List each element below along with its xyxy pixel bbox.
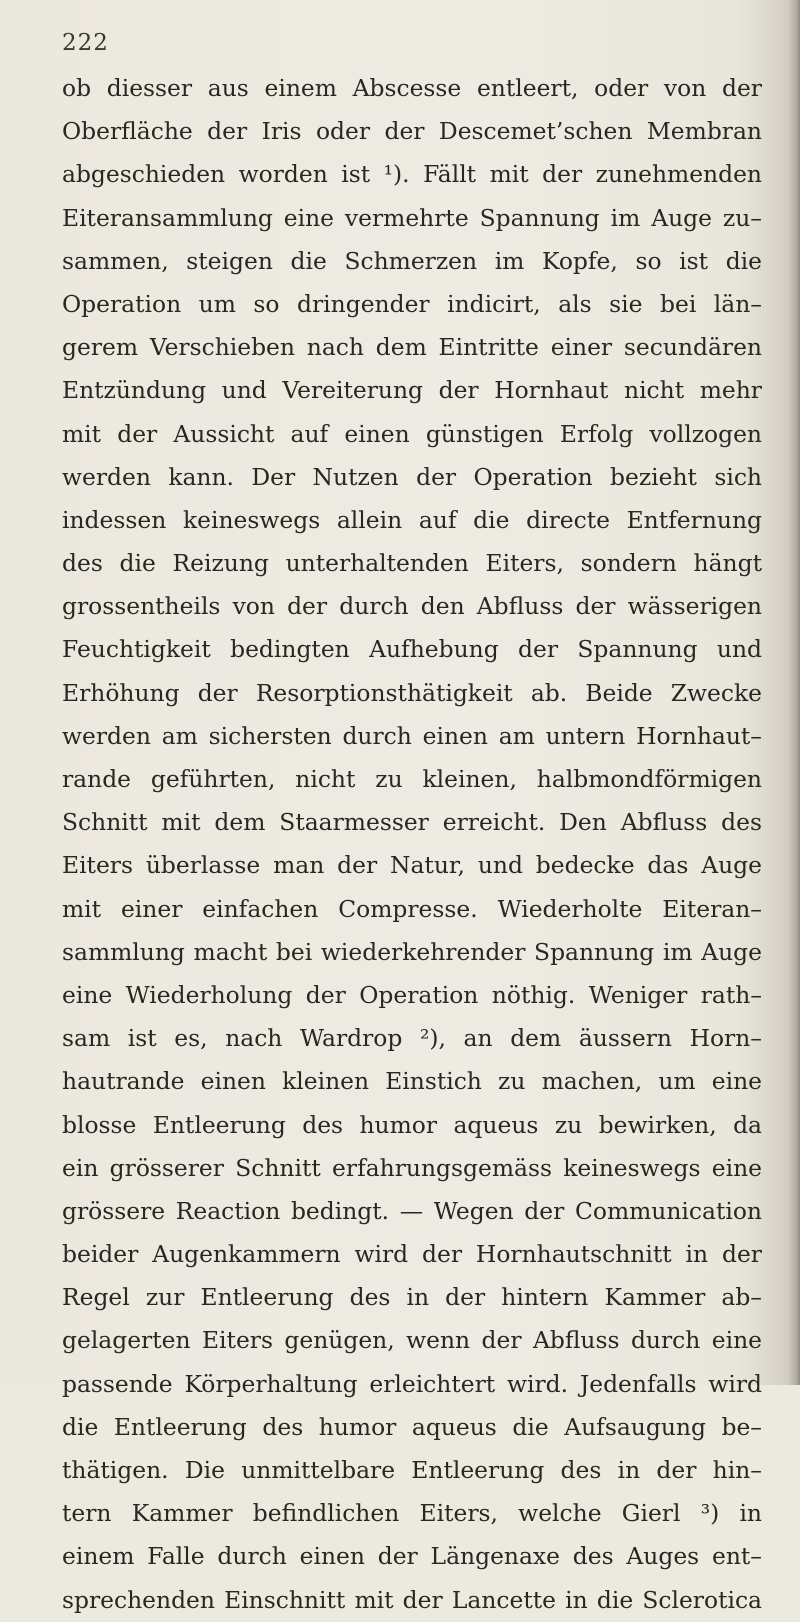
text-line: abgeschieden worden ist ¹). Fällt mit der zunehmenden — [62, 160, 762, 189]
text-line: Erhöhung der Resorptionsthätigkeit ab. Beide Zwecke — [62, 678, 762, 707]
page-edge-shadow — [788, 0, 800, 1385]
text-line: grössere Reaction bedingt. — Wegen der Communication — [62, 1196, 762, 1225]
text-line: gerem Verschieben nach dem Eintritte einer secundären — [62, 333, 762, 362]
text-line: sam ist es, nach Wardrop ²), an dem äussern Horn– — [62, 1024, 762, 1053]
text-line: passende Körperhaltung erleichtert wird. Jedenfalls wird — [62, 1369, 762, 1398]
text-line: mit einer einfachen Compresse. Wiederholte Eiteran– — [62, 894, 762, 923]
text-line: werden am sichersten durch einen am untern Hornhaut– — [62, 721, 762, 750]
text-line: sprechenden Einschnitt mit der Lancette in die Sclerotica — [62, 1585, 762, 1614]
text-line: eine Wiederholung der Operation nöthig. Weniger rath– — [62, 980, 762, 1009]
page-number: 222 — [62, 30, 109, 56]
text-line: Schnitt mit dem Staarmesser erreicht. Den Abfluss des — [62, 808, 762, 837]
text-line: ein grösserer Schnitt erfahrungsgemäss keineswegs eine — [62, 1153, 762, 1182]
text-line: einem Falle durch einen der Längenaxe des Auges ent– — [62, 1542, 762, 1571]
body-text — [62, 67, 762, 1622]
text-line: blosse Entleerung des humor aqueus zu bewirken, da — [62, 1110, 762, 1139]
text-line: des die Reizung unterhaltenden Eiters, sondern hängt — [62, 549, 762, 578]
text-line: die Entleerung des humor aqueus die Aufsaugung be– — [62, 1412, 762, 1441]
text-line: ob diesser aus einem Abscesse entleert, oder von der — [62, 74, 762, 102]
text-line: werden kann. Der Nutzen der Operation bezieht sich — [62, 462, 762, 491]
text-line: sammen, steigen die Schmerzen im Kopfe, so ist die — [62, 246, 762, 275]
text-line: indessen keineswegs allein auf die directe Entfernung — [62, 505, 762, 534]
text-line: thätigen. Die unmittelbare Entleerung des in der hin– — [62, 1456, 762, 1484]
text-line: gelagerten Eiters genügen, wenn der Abfluss durch eine — [62, 1326, 762, 1355]
text-line: hautrande einen kleinen Einstich zu machen, um eine — [62, 1067, 762, 1096]
text-line: Eiteransammlung eine vermehrte Spannung im Auge zu– — [62, 203, 762, 232]
text-line: mit der Aussicht auf einen günstigen Erfolg vollzogen — [62, 419, 762, 448]
text-line: sammlung macht bei wiederkehrender Spannung im Auge — [62, 937, 762, 966]
text-line: Oberfläche der Iris oder der Descemet’schen Membran — [62, 117, 762, 146]
text-line: rande geführten, nicht zu kleinen, halbmondförmigen — [62, 765, 762, 793]
text-line: tern Kammer befindlichen Eiters, welche Gierl ³) in — [62, 1499, 762, 1528]
text-line: beider Augenkammern wird der Hornhautschnitt in der — [62, 1240, 762, 1269]
text-line: grossentheils von der durch den Abfluss der wässerigen — [62, 592, 762, 621]
text-line: Entzündung und Vereiterung der Hornhaut nicht mehr — [62, 376, 762, 405]
text-line: Feuchtigkeit bedingten Aufhebung der Spannung und — [62, 635, 762, 664]
text-line: Operation um so dringender indicirt, als sie bei län– — [62, 289, 762, 318]
text-line: Eiters überlasse man der Natur, und bedecke das Auge — [62, 851, 762, 880]
text-line: Regel zur Entleerung des in der hintern Kammer ab– — [62, 1283, 762, 1312]
